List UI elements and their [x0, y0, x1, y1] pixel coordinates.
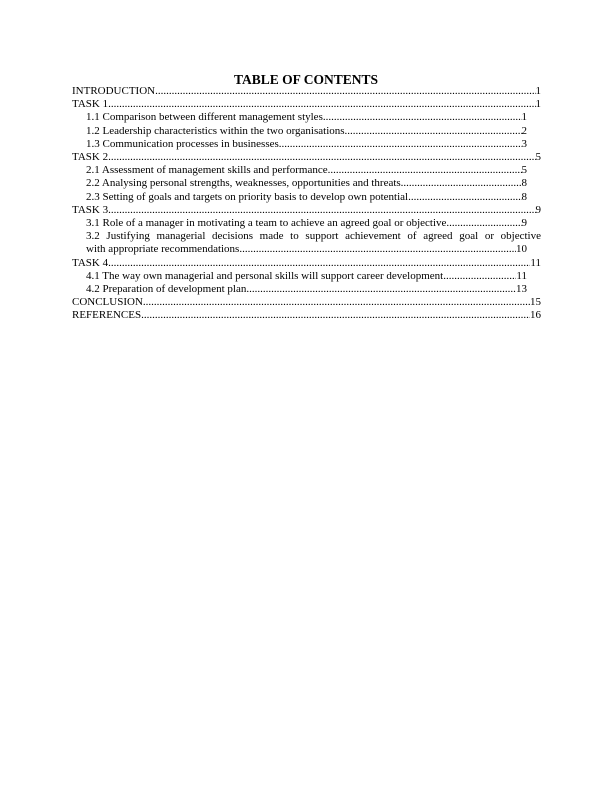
toc-page-number: 9 [521, 217, 527, 230]
dot-leader [279, 138, 522, 151]
toc-page-number: 9 [535, 203, 541, 216]
toc-entry-references[interactable] [72, 309, 541, 322]
toc-entry-conclusion[interactable] [72, 296, 541, 309]
toc-label: 1.1 Comparison between different management styles [86, 111, 323, 124]
toc-label: 1.3 Communication processes in businesses [86, 137, 279, 150]
toc-entry-1-2[interactable] [72, 125, 527, 138]
toc-label-continuation: with appropriate recommendations [86, 243, 240, 256]
toc-entry-3-2[interactable] [72, 230, 541, 256]
toc-entry-task-3[interactable] [72, 204, 541, 217]
toc-label: CONCLUSION [72, 296, 143, 309]
toc-entry-2-2[interactable] [72, 177, 527, 190]
dot-leader [323, 111, 522, 124]
toc-page-number: 13 [516, 283, 527, 296]
toc-entry-3-1[interactable] [72, 217, 527, 230]
dot-leader [108, 204, 535, 217]
toc-page-number: 11 [530, 256, 541, 269]
toc-entry-2-3[interactable] [72, 191, 527, 204]
toc-page-number: 8 [521, 190, 527, 203]
dot-leader [108, 98, 535, 111]
dot-leader [446, 217, 521, 230]
dot-leader [401, 177, 522, 190]
toc-entry-task-1[interactable] [72, 98, 541, 111]
toc-page-number: 8 [521, 177, 527, 190]
toc-page-number: 16 [530, 309, 541, 322]
toc-label: TASK 4 [72, 256, 109, 269]
toc-label: 4.1 The way own managerial and personal skills will support career development [86, 269, 444, 282]
toc-label: REFERENCES [72, 309, 142, 322]
dot-leader [155, 85, 535, 98]
toc-label: TASK 3 [72, 203, 109, 216]
toc-label: 3.2 Justifying managerial decisions made to support achievement of agreed goal or objective [86, 230, 541, 243]
dot-leader [328, 164, 522, 177]
dot-leader [408, 191, 521, 204]
toc-label: 2.3 Setting of goals and targets on priority basis to develop own potential [86, 190, 409, 203]
toc-page-number: 1 [535, 85, 541, 97]
dot-leader [239, 243, 516, 256]
toc-entry-task-2[interactable] [72, 151, 541, 164]
toc-page-number: 11 [516, 269, 527, 282]
dot-leader [108, 257, 530, 270]
toc-page-number: 1 [535, 98, 541, 111]
dot-leader [141, 309, 530, 322]
toc-label: 1.2 Leadership characteristics within the two organisations [86, 124, 345, 137]
toc-page-number: 5 [535, 151, 541, 164]
toc-entry-2-1[interactable] [72, 164, 527, 177]
toc-page-number: 3 [521, 137, 527, 150]
table-of-contents [72, 85, 541, 323]
toc-label: TASK 2 [72, 151, 109, 164]
toc-label: INTRODUCTION [72, 85, 156, 97]
toc-entry-introduction[interactable] [72, 85, 541, 98]
toc-entry-1-1[interactable] [72, 111, 527, 124]
dot-leader [143, 296, 530, 309]
toc-entry-4-2[interactable] [72, 283, 527, 296]
toc-page-number: 5 [521, 164, 527, 177]
toc-label: 4.2 Preparation of development plan [86, 283, 247, 296]
toc-entry-4-1[interactable] [72, 270, 527, 283]
dot-leader [246, 283, 516, 296]
toc-page-number: 15 [530, 296, 541, 309]
dot-leader [108, 151, 535, 164]
toc-entry-1-3[interactable] [72, 138, 527, 151]
toc-page-number: 1 [521, 111, 527, 124]
toc-page-number: 2 [521, 124, 527, 137]
toc-entry-task-4[interactable] [72, 257, 541, 270]
dot-leader [443, 270, 516, 283]
toc-page-number: 10 [516, 243, 527, 256]
toc-label: 2.2 Analysing personal strengths, weaknesses, opportunities and threats [86, 177, 401, 190]
toc-label: TASK 1 [72, 98, 109, 111]
toc-label: 3.1 Role of a manager in motivating a team to achieve an agreed goal or objective [86, 217, 447, 230]
page-title: TABLE OF CONTENTS [233, 72, 379, 87]
dot-leader [345, 125, 522, 138]
toc-label: 2.1 Assessment of management skills and performance [86, 164, 328, 177]
